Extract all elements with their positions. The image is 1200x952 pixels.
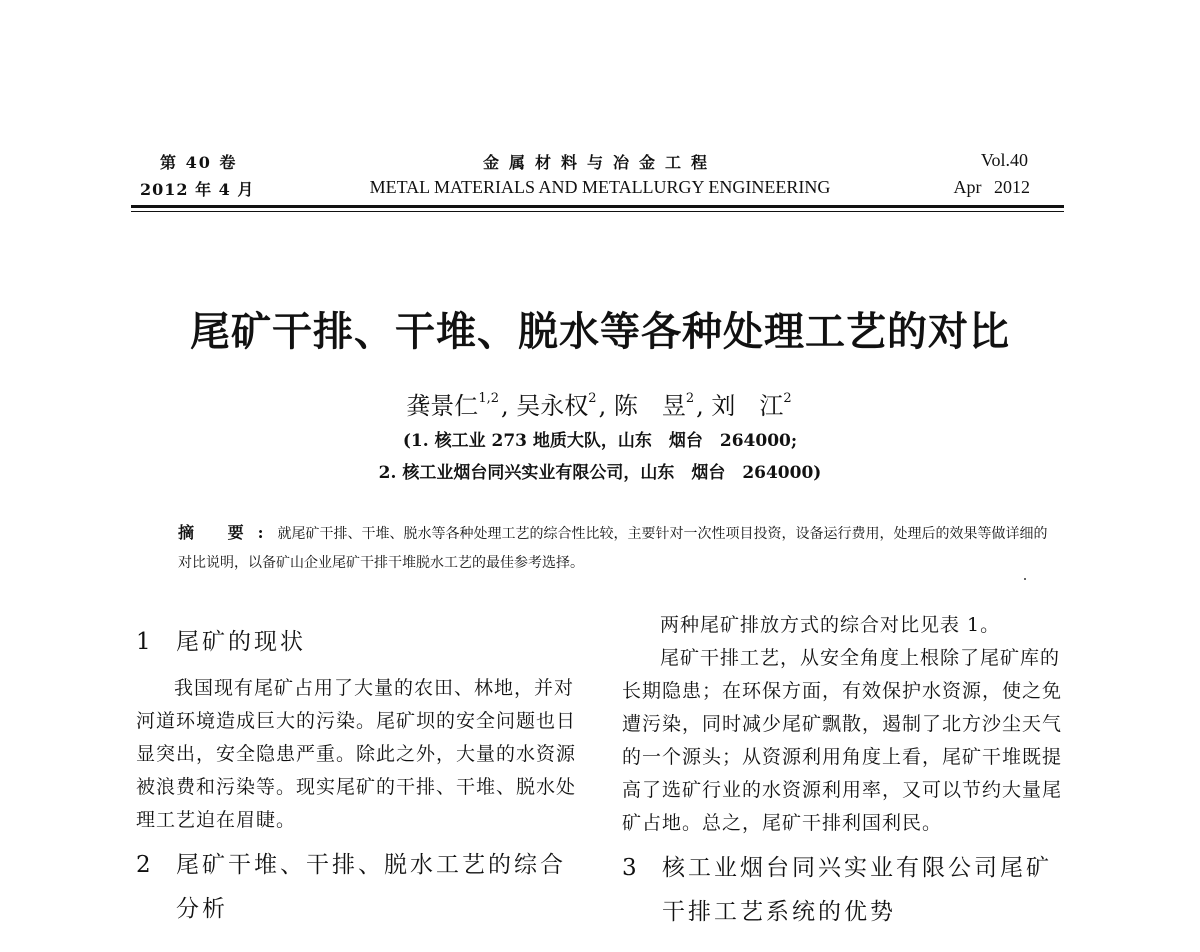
affiliation-line: (1. 核工业 273 地质大队，山东 烟台 264000; bbox=[402, 431, 798, 451]
section-heading bbox=[622, 846, 1067, 934]
abstract-label: 摘 要: bbox=[178, 523, 278, 542]
date-cn: 2012 年 4 月 bbox=[140, 180, 255, 199]
author-affil-sup: 2 bbox=[783, 391, 792, 406]
author-name: 陈 昱 bbox=[613, 392, 686, 420]
section-number: 1 bbox=[136, 629, 154, 655]
header-rule-thick bbox=[131, 205, 1064, 208]
author-affil-sup: 2 bbox=[588, 391, 597, 406]
affiliation-line: 2. 核工业烟台同兴实业有限公司，山东 烟台 264000) bbox=[378, 463, 822, 483]
section-title: 尾矿干堆、干排、脱水工艺的综合分析 bbox=[176, 852, 566, 922]
author-affil-sup: 1,2 bbox=[478, 391, 499, 406]
journal-title-cn: 金属材料与冶金工程 bbox=[482, 153, 717, 172]
abstract-text: 就尾矿干排、干堆、脱水等各种处理工艺的综合性比较，主要针对一次性项目投资，设备运行费用，处理后的效果等做详细的对比说明，以备矿山企业尾矿干排干堆脱水工艺的最佳参考选择。 bbox=[178, 526, 1048, 571]
paper-title: 尾矿干排、干堆、脱水等各种处理工艺的对比 bbox=[190, 309, 1010, 355]
volume-cn: 第 40 卷 bbox=[160, 153, 238, 172]
section-title: 核工业烟台同兴实业有限公司尾矿干排工艺系统的优势 bbox=[662, 855, 1052, 925]
section-heading bbox=[136, 843, 586, 931]
author-name: 刘 江 bbox=[711, 392, 784, 420]
body-paragraph: 两种尾矿排放方式的综合对比见表 1。 bbox=[660, 614, 1001, 636]
body-paragraph: 尾矿干排工艺，从安全角度上根除了尾矿库的长期隐患；在环保方面，有效保护水资源，使之免遭污染，同时减少尾矿飘散，遏制了北方沙尘天气的一个源头；从资源利用角度上看，尾矿干堆既提高了选矿行业的水资源利用率，又可以节约大量尾矿占地。总之，尾矿干排利国利民。 bbox=[622, 647, 1063, 834]
header-rule-thin bbox=[131, 211, 1064, 212]
author-name: 龚景仁 bbox=[406, 392, 479, 420]
date-en: Apr 2012 bbox=[953, 177, 1030, 197]
journal-title-en: METAL MATERIALS AND METALLURGY ENGINEERING bbox=[369, 177, 831, 197]
stray-dot bbox=[1024, 578, 1026, 580]
volume-en: Vol.40 bbox=[980, 150, 1028, 170]
abstract bbox=[178, 518, 1058, 578]
body-paragraph: 我国现有尾矿占用了大量的农田、林地，并对河道环境造成巨大的污染。尾矿坝的安全问题也日显突出，安全隐患严重。除此之外，大量的水资源被浪费和污染等。现实尾矿的干排、干堆、脱水处理工艺迫在眉睫。 bbox=[136, 677, 577, 831]
section-number: 2 bbox=[136, 852, 154, 878]
section-number: 3 bbox=[622, 855, 640, 881]
left-column bbox=[136, 620, 586, 931]
author-affil-sup: 2 bbox=[685, 391, 695, 406]
author-sep: , bbox=[501, 392, 509, 420]
section-heading bbox=[136, 620, 586, 664]
author-sep: , bbox=[696, 392, 704, 420]
author-list bbox=[0, 386, 1200, 421]
author-sep: , bbox=[598, 392, 607, 420]
author-name: 吴永权 bbox=[516, 392, 589, 420]
right-column bbox=[622, 609, 1067, 934]
section-title: 尾矿的现状 bbox=[176, 629, 306, 655]
